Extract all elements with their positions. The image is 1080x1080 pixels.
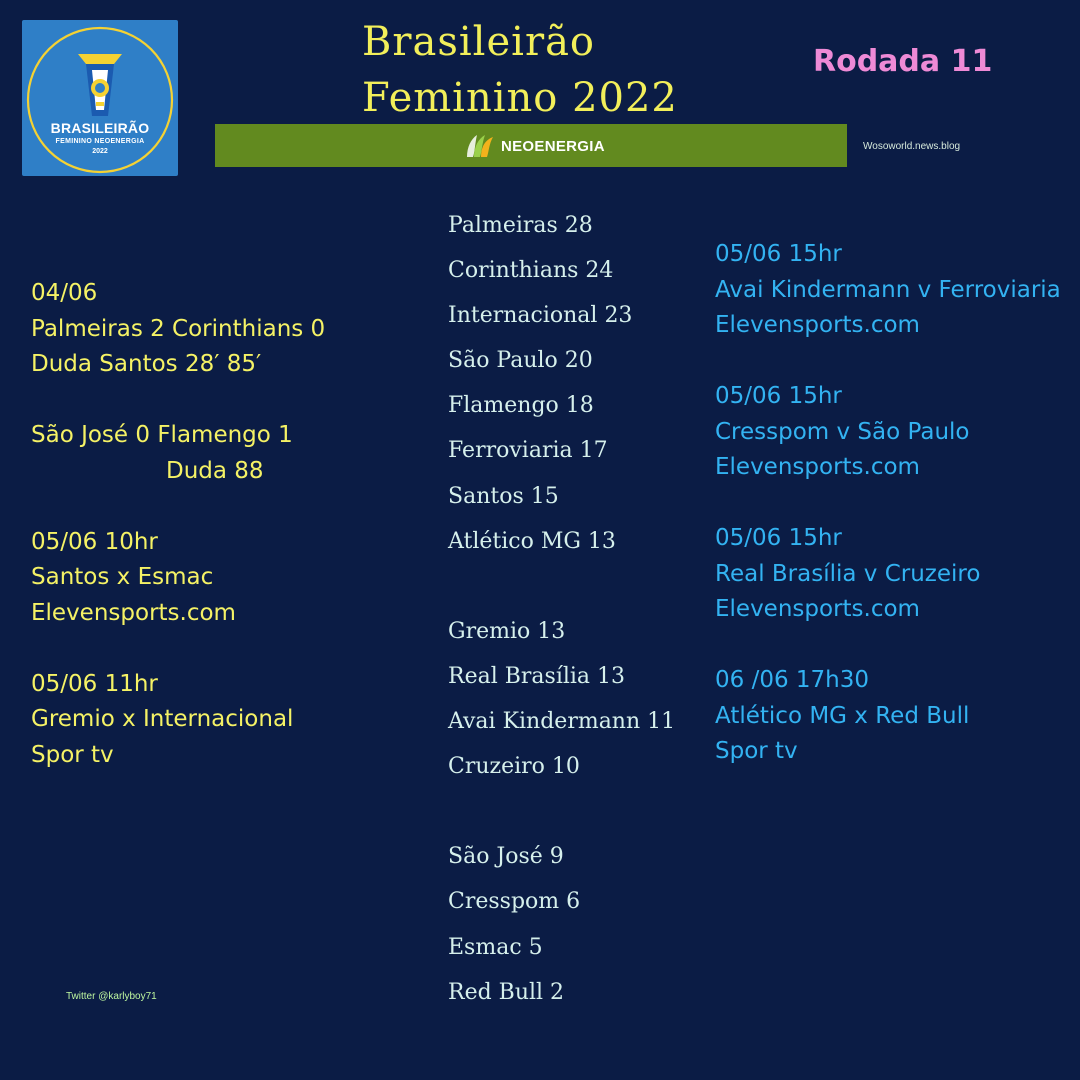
fixture-date: 05/06 15hr	[715, 525, 842, 551]
fixture-match: Avai Kindermann v Ferroviaria	[715, 276, 1061, 303]
fixture-channel: Elevensports.com	[715, 454, 920, 480]
logo-subtitle: FEMININO NEOENERGIA	[55, 138, 145, 145]
result-scorers-1: Duda Santos 28′ 85′	[31, 351, 262, 377]
result-match-1: Palmeiras 2 Corinthians 0	[31, 315, 326, 342]
result-scorers-2: Duda 88	[166, 457, 264, 484]
result-match-2: São José 0 Flamengo 1	[31, 422, 293, 448]
fixture-channel: Elevensports.com	[715, 312, 920, 338]
competition-logo	[22, 20, 178, 176]
fixture-channel-left-2: Spor tv	[31, 741, 114, 768]
round-label: Rodada 11	[813, 44, 993, 79]
standing-row: Flamengo 18	[448, 393, 594, 419]
fixture-date: 06 /06 17h30	[715, 667, 870, 693]
sponsor-logo	[463, 133, 605, 159]
blog-url: Wosoworld.news.blog	[863, 141, 961, 152]
fixture-date-left-2: 05/06 11hr	[31, 670, 158, 697]
title-line-2: Feminino 2022	[362, 75, 678, 121]
logo-name: BRASILEIRÃO	[50, 120, 150, 136]
fixtures-column	[715, 237, 1061, 770]
fixture-date: 05/06 15hr	[715, 241, 842, 267]
twitter-handle: Twitter @karlyboy71	[66, 991, 157, 1002]
standing-row: São José 9	[448, 844, 564, 870]
standing-row: Esmac 5	[448, 934, 543, 960]
fixture-match-left-2: Gremio x Internacional	[31, 706, 294, 732]
fixture-channel-left-1: Elevensports.com	[31, 599, 236, 626]
standing-row: Atlético MG 13	[448, 528, 616, 554]
fixture-match: Cresspom v São Paulo	[715, 418, 970, 445]
result-date-1: 04/06	[31, 280, 98, 306]
standing-row: Cresspom 6	[448, 889, 581, 915]
fixture-channel: Elevensports.com	[715, 596, 920, 622]
logo-year: 2022	[92, 148, 108, 155]
fixture-channel: Spor tv	[715, 738, 798, 764]
standing-row: Red Bull 2	[448, 979, 565, 1005]
fixture-match-left-1: Santos x Esmac	[31, 564, 214, 590]
standing-row: Cruzeiro 10	[448, 754, 580, 780]
neoenergia-leaf-icon	[463, 133, 497, 159]
fixture-date-left-1: 05/06 10hr	[31, 528, 158, 555]
standing-row: Corinthians 24	[448, 258, 614, 284]
page-title	[362, 14, 678, 126]
standing-row: Real Brasília 13	[448, 663, 626, 689]
title-line-1: Brasileirão	[362, 19, 595, 65]
sponsor-name: NEOENERGIA	[501, 137, 605, 155]
standings-table	[448, 208, 675, 1020]
fixture-date: 05/06 15hr	[715, 383, 842, 409]
results-column	[31, 276, 325, 773]
fixture-match: Real Brasília v Cruzeiro	[715, 560, 981, 587]
standing-row: Ferroviaria 17	[448, 438, 608, 464]
standing-row: Gremio 13	[448, 618, 566, 644]
standing-row: Santos 15	[448, 483, 559, 509]
standing-row: Avai Kindermann 11	[448, 709, 676, 735]
fixture-match: Atlético MG x Red Bull	[715, 702, 970, 729]
standing-row: São Paulo 20	[448, 348, 593, 374]
standing-row: Internacional 23	[448, 303, 633, 329]
standing-row: Palmeiras 28	[448, 213, 593, 238]
sponsor-bar	[215, 124, 847, 167]
